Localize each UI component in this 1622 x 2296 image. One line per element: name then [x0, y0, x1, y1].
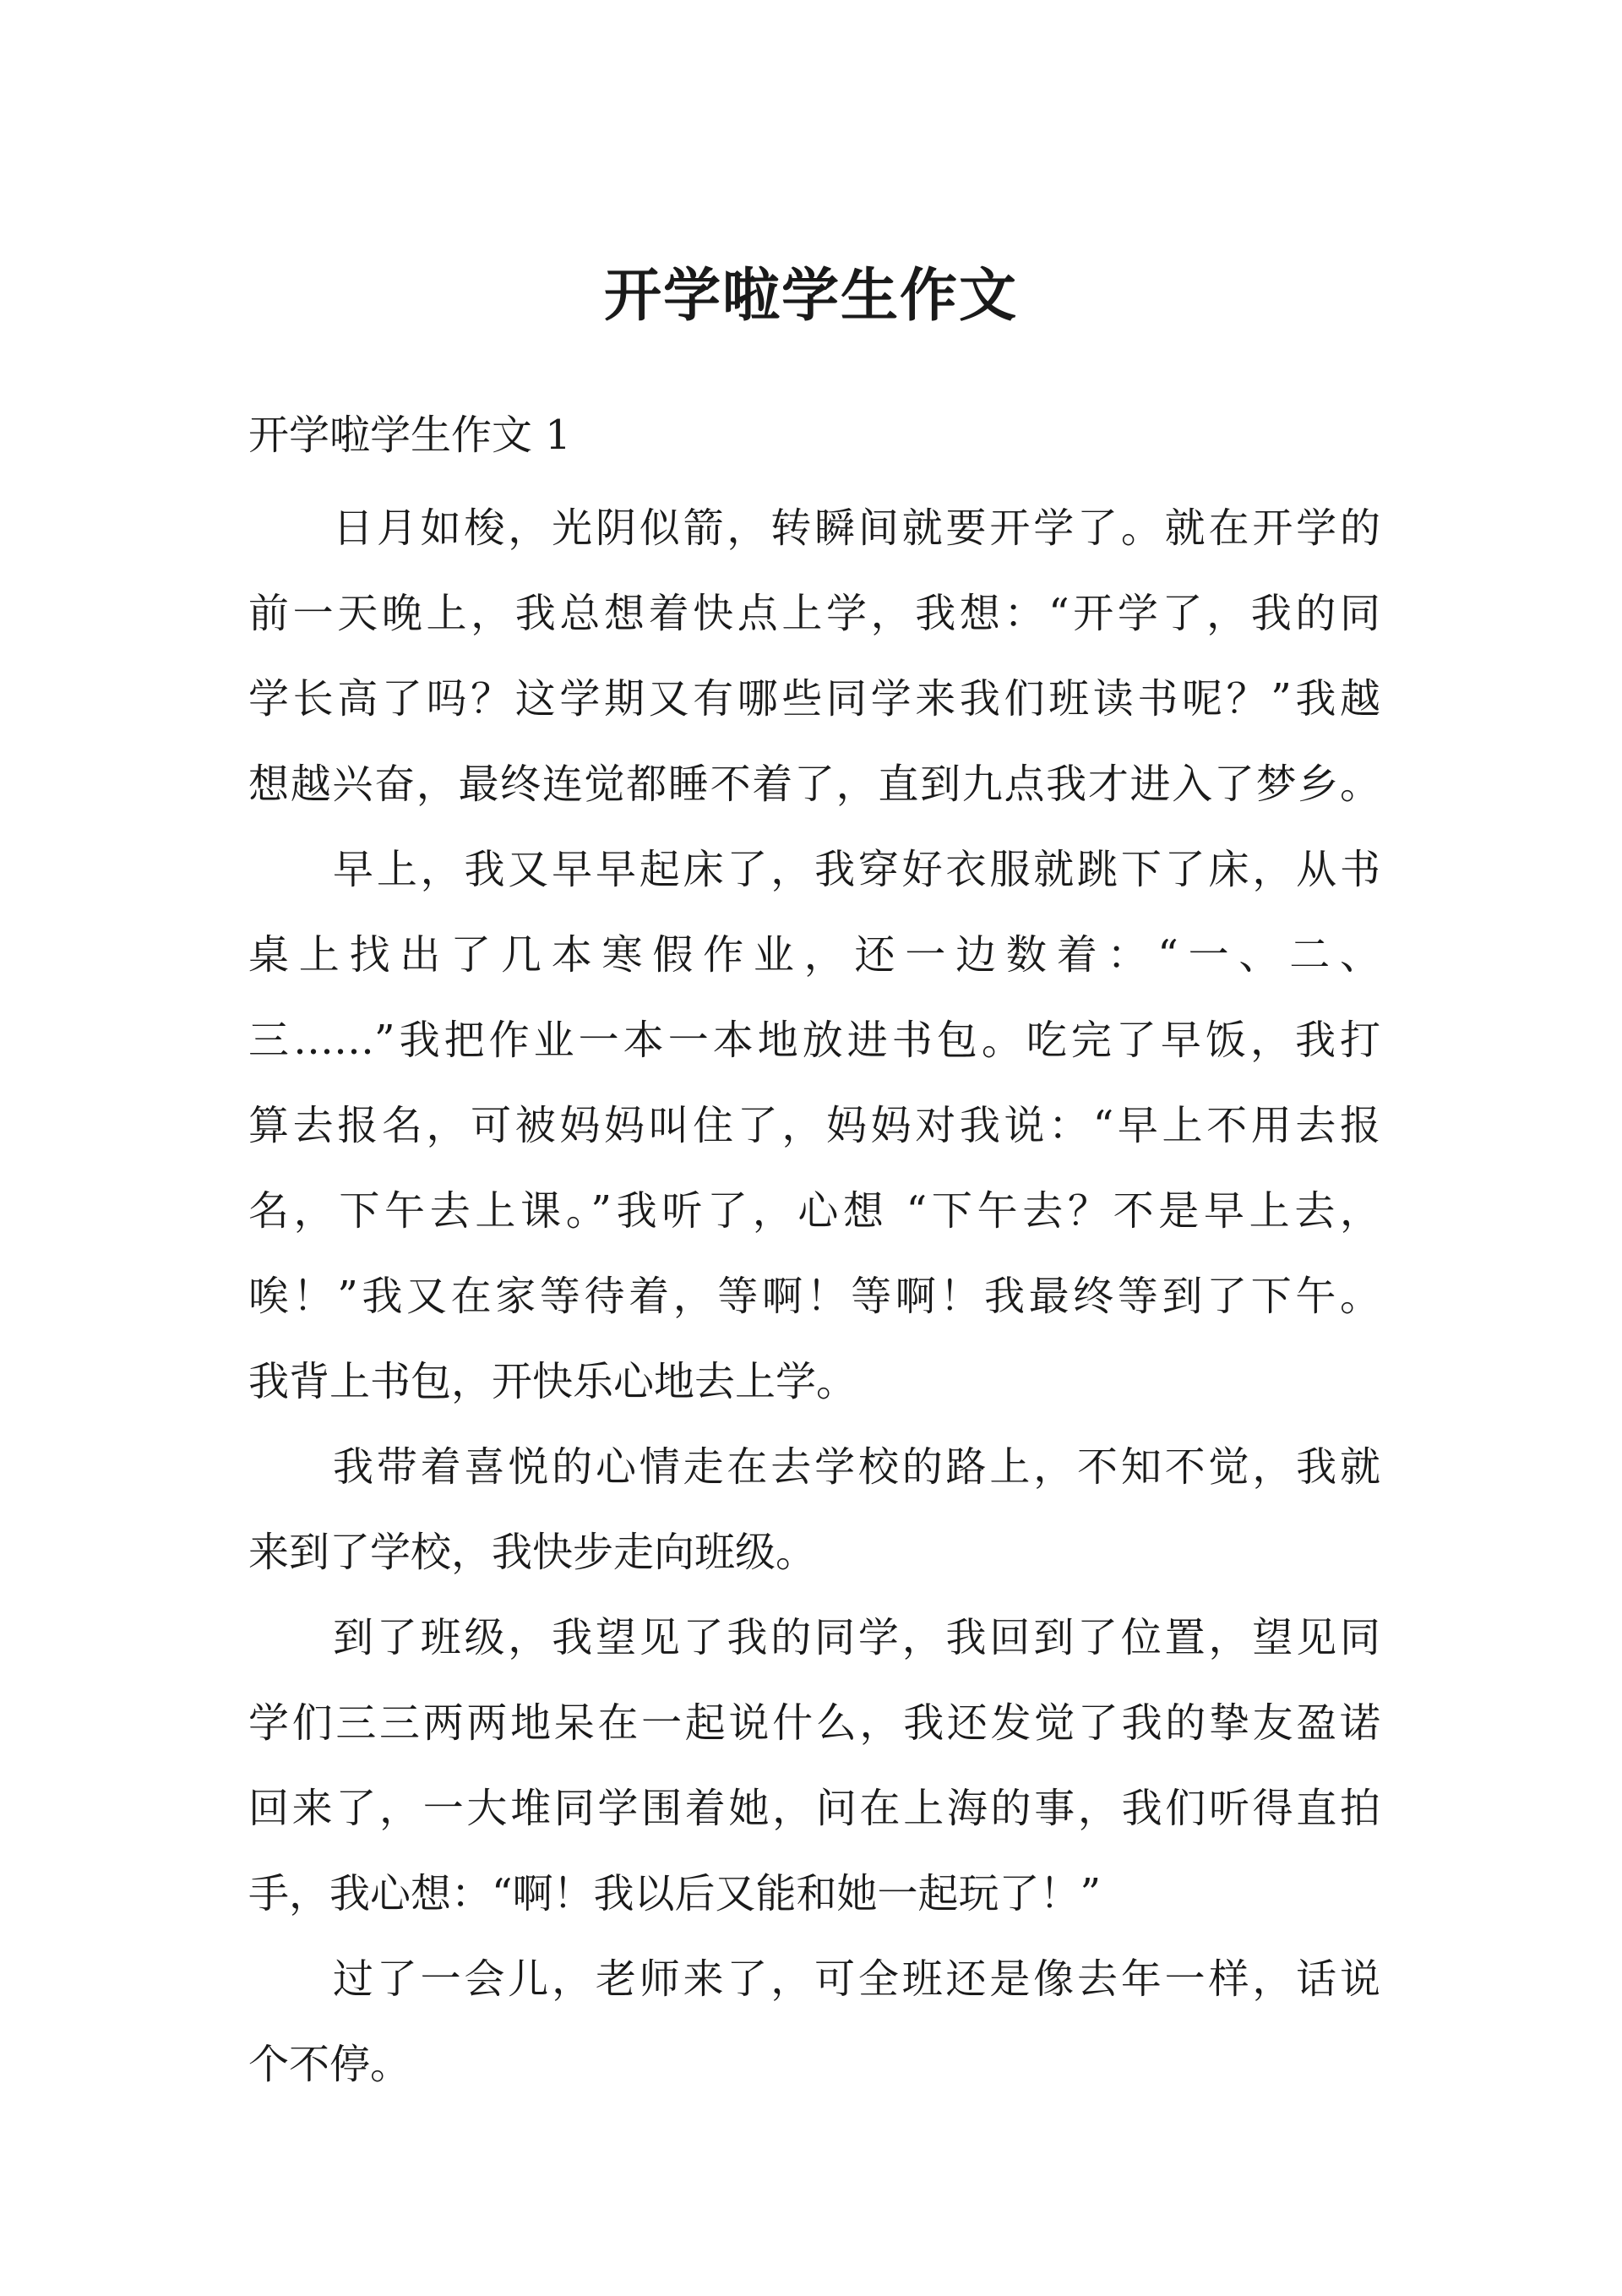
paragraph-line: 到了班级，我望见了我的同学，我回到了位置，望见同: [333, 1614, 1380, 1661]
paragraph-line: 学们三三两两地呆在一起说什么，我还发觉了我的挚友盈诺: [248, 1699, 1380, 1747]
paragraph-line: 名，下午去上课。”我听了，心想 “下午去？不是早上去，: [248, 1187, 1380, 1235]
paragraph-line: 个不停。: [248, 2041, 411, 2088]
paragraph-line: 学长高了吗？这学期又有哪些同学来我们班读书呢？”我越: [248, 675, 1380, 723]
document-body: [248, 486, 1380, 2108]
paragraph-line: 过了一会儿，老师来了，可全班还是像去年一样，话说: [333, 1955, 1380, 2003]
document-subtitle: 开学啦学生作文 1: [248, 412, 571, 459]
paragraph-line: 我带着喜悦的心情走在去学校的路上，不知不觉，我就: [333, 1443, 1380, 1491]
paragraph-line: 手，我心想：“啊！我以后又能和她一起玩了！”: [248, 1870, 1102, 1917]
paragraph-line: 想越兴奋，最终连觉都睡不着了，直到九点我才进入了梦乡。: [248, 761, 1380, 808]
paragraph-line: 三……”我把作业一本一本地放进书包。吃完了早饭，我打: [248, 1017, 1380, 1064]
paragraph-line: 前一天晚上，我总想着快点上学，我想：“开学了，我的同: [248, 590, 1380, 637]
document-title: 开学啦学生作文: [603, 262, 1018, 330]
paragraph-line: 回来了，一大堆同学围着她，问在上海的事，我们听得直拍: [248, 1785, 1380, 1832]
paragraph-line: 早上，我又早早起床了，我穿好衣服就跳下了床，从书: [333, 846, 1380, 893]
paragraph-line: 桌上找出了几本寒假作业，还一边数着：“一、二、: [248, 931, 1380, 979]
paragraph-line: 算去报名，可被妈妈叫住了，妈妈对我说：“早上不用去报: [248, 1102, 1380, 1149]
paragraph-line: 唉！”我又在家等待着，等啊！等啊！我最终等到了下午。: [248, 1273, 1380, 1320]
paragraph-line: 来到了学校，我快步走向班级。: [248, 1529, 817, 1576]
paragraph-line: 我背上书包，开快乐心地去上学。: [248, 1358, 857, 1405]
paragraph-line: 日月如梭，光阴似箭，转瞬间就要开学了。就在开学的: [333, 504, 1380, 552]
